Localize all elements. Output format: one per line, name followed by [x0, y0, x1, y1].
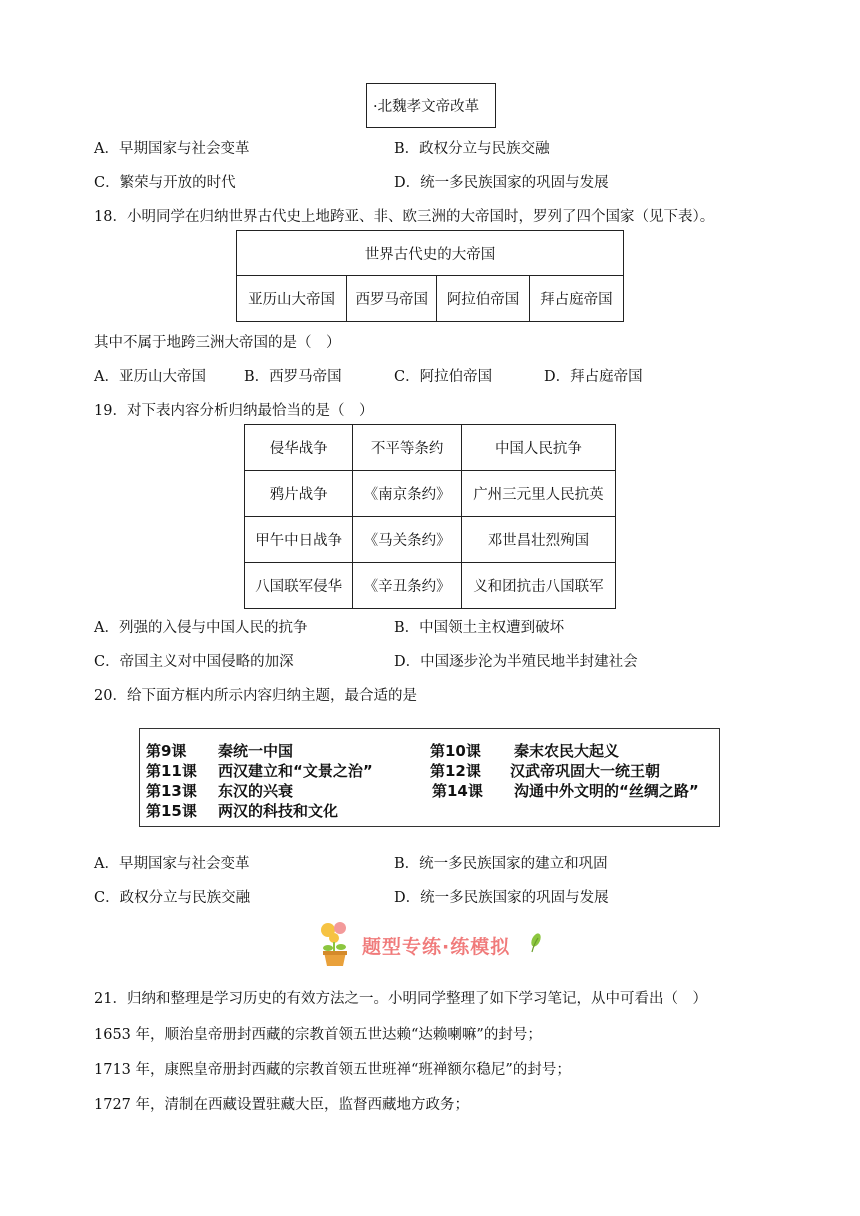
q19-cell: 不平等条约	[353, 425, 461, 471]
lesson-title: 秦末农民大起义	[514, 742, 620, 760]
q19-cell: 甲午中日战争	[245, 517, 353, 563]
banner-text: 题型专练·练模拟	[362, 936, 511, 958]
lesson-title: 沟通中外文明的“丝绸之路”	[514, 782, 699, 800]
lesson-num: 第10课	[430, 742, 481, 760]
section-banner	[314, 918, 546, 970]
q19-cell: 侵华战争	[245, 425, 353, 471]
lesson-num: 第15课	[146, 802, 197, 820]
q19-option-a[interactable]: A．列强的入侵与中国人民的抗争	[94, 620, 308, 636]
leaf-icon	[528, 932, 544, 954]
q19-stem: 19．对下表内容分析归纳最恰当的是（ ）	[94, 403, 374, 419]
q21-note: 1653 年，顺治皇帝册封西藏的宗教首领五世达赖“达赖喇嘛”的封号；	[94, 1027, 542, 1043]
top-box-text: ·北魏孝文帝改革	[373, 99, 480, 115]
flowerpot-icon	[314, 918, 358, 970]
q20-option-a[interactable]: A．早期国家与社会变革	[94, 856, 250, 872]
q18-stem: 18．小明同学在归纳世界古代史上地跨亚、非、欧三洲的大帝国时，罗列了四个国家（见下表）。	[94, 209, 715, 225]
q19-option-c[interactable]: C．帝国主义对中国侵略的加深	[94, 654, 294, 670]
q19-option-b[interactable]: B．中国领土主权遭到破坏	[394, 620, 565, 636]
q17-option-c[interactable]: C．繁荣与开放的时代	[94, 175, 236, 191]
q17-option-a[interactable]: A．早期国家与社会变革	[94, 141, 250, 157]
q19-cell: 广州三元里人民抗英	[461, 471, 615, 517]
q19-cell: 鸦片战争	[245, 471, 353, 517]
lesson-num: 第13课	[146, 782, 197, 800]
q19-cell: 义和团抗击八国联军	[461, 563, 615, 609]
q19-cell: 《辛丑条约》	[353, 563, 461, 609]
q18-table-cell: 西罗马帝国	[347, 276, 437, 322]
q20-stem: 20．给下面方框内所示内容归纳主题，最合适的是	[94, 688, 417, 704]
q20-option-d[interactable]: D．统一多民族国家的巩固与发展	[394, 890, 609, 906]
lesson-title: 汉武帝巩固大一统王朝	[510, 762, 661, 780]
q18-option-b[interactable]: B．西罗马帝国	[244, 369, 342, 385]
q18-table-header: 世界古代史的大帝国	[237, 231, 624, 276]
q21-note: 1727 年，清制在西藏设置驻藏大臣，监督西藏地方政务；	[94, 1097, 470, 1113]
q19-cell: 邓世昌壮烈殉国	[461, 517, 615, 563]
lesson-title: 西汉建立和“文景之治”	[218, 762, 373, 780]
lesson-num: 第12课	[430, 762, 481, 780]
lesson-title: 东汉的兴衰	[218, 782, 294, 800]
q19-cell: 八国联军侵华	[245, 563, 353, 609]
q19-cell: 《南京条约》	[353, 471, 461, 517]
q20-lesson-box	[139, 728, 720, 827]
lesson-num: 第11课	[146, 762, 197, 780]
q21-note: 1713 年，康熙皇帝册封西藏的宗教首领五世班禅“班禅额尔稳尼”的封号；	[94, 1062, 571, 1078]
q21-stem: 21．归纳和整理是学习历史的有效方法之一。小明同学整理了如下学习笔记，从中可看出（ ）	[94, 991, 707, 1007]
lesson-num: 第14课	[432, 782, 483, 800]
q20-option-b[interactable]: B．统一多民族国家的建立和巩固	[394, 856, 608, 872]
lesson-num: 第9课	[146, 742, 187, 760]
top-box	[366, 83, 496, 128]
q18-table-cell: 拜占庭帝国	[529, 276, 623, 322]
q18-table	[236, 230, 624, 322]
q19-option-d[interactable]: D．中国逐步沦为半殖民地半封建社会	[394, 654, 638, 670]
lesson-title: 两汉的科技和文化	[218, 802, 339, 820]
q18-table-cell: 阿拉伯帝国	[437, 276, 529, 322]
q17-option-b[interactable]: B．政权分立与民族交融	[394, 141, 550, 157]
q20-option-c[interactable]: C．政权分立与民族交融	[94, 890, 251, 906]
q18-table-cell: 亚历山大帝国	[237, 276, 347, 322]
q18-option-d[interactable]: D．拜占庭帝国	[544, 369, 643, 385]
q19-cell: 中国人民抗争	[461, 425, 615, 471]
q18-option-a[interactable]: A．亚历山大帝国	[94, 369, 206, 385]
lesson-title: 秦统一中国	[218, 742, 294, 760]
q19-table	[244, 424, 616, 609]
q19-cell: 《马关条约》	[353, 517, 461, 563]
q18-option-c[interactable]: C．阿拉伯帝国	[394, 369, 493, 385]
q17-option-d[interactable]: D．统一多民族国家的巩固与发展	[394, 175, 609, 191]
q18-question: 其中不属于地跨三洲大帝国的是（ ）	[94, 335, 341, 351]
